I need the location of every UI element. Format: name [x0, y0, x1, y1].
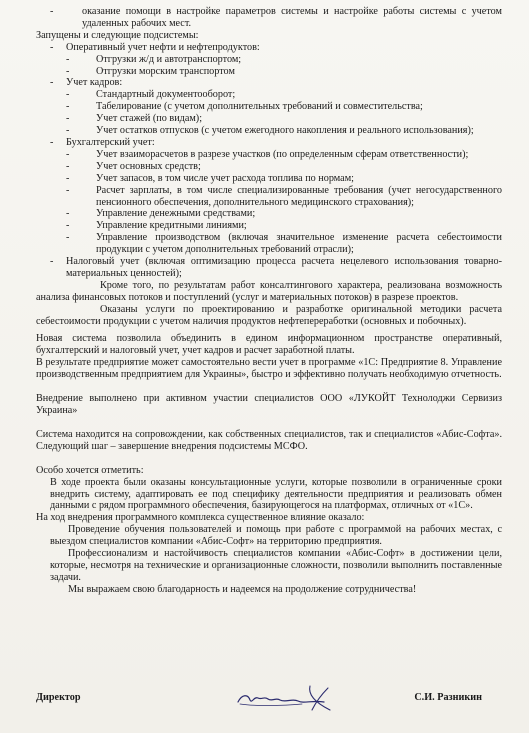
handwritten-signature [232, 680, 352, 714]
list-item: - Учет стажей (по видам); [66, 113, 502, 125]
list-item [36, 42, 502, 54]
paragraph: На ход внедрения программного комплекса существенное влияние оказало: [36, 512, 365, 524]
signatory-role: Директор [36, 692, 81, 703]
list-item [36, 256, 502, 280]
paragraph [36, 548, 502, 584]
paragraph: В ходе проекта были оказаны консультационные услуги, которые позволили в ограниченные сроки внедрить систему, адаптировать ее под специфику деятельности предприятия и реализовать обмен данными с рядом программного обеспечения, базирующегося на платформах, отличных от «1С». [50, 476, 502, 512]
list-item [36, 137, 502, 149]
list-item: - Управление кредитными линиями; [66, 220, 502, 232]
list-item: - Управление производством (включая значительное изменение расчета себестоимости продукции с учетом дополнительных требований отрасли); [66, 232, 502, 256]
list-item-text: Налоговый учет (включая оптимизацию процесса расчета нецелевого использования товарно-материальных ценностей); [66, 256, 502, 279]
list-item-text: Оперативный учет нефти и нефтепродуктов: [66, 41, 260, 53]
list-item: - Отгрузки ж/д и автотранспортом; [66, 54, 502, 66]
list-item: - Учет запасов, в том числе учет расхода топлива по нормам; [66, 173, 502, 185]
paragraph: Особо хочется отметить: [36, 464, 144, 476]
list-item [36, 77, 502, 89]
list-item: - Стандартный документооборот; [66, 89, 502, 101]
paragraph-text: Кроме того, по результатам работ консалтингового характера, реализована возможность анализа финансовых потоков и поступлений (услуг и материальных потоков) в разрезе проектов. [36, 279, 502, 303]
list-item: - Учет остатков отпусков (с учетом ежегодного накопления и реального использования); [66, 125, 502, 137]
sublist [66, 149, 502, 256]
paragraph: Система находится на сопровождении, как собственных специалистов, так и специалистов «Абис-Софта». Следующий шаг – завершение внедрения подсистемы МСФО. [36, 428, 502, 452]
list-item: - Отгрузки морским транспортом [66, 66, 502, 78]
list-item: - Учет основных средств; [66, 161, 502, 173]
paragraph-text: Мы выражаем свою благодарность и надеемся на продолжение сотрудничества! [68, 583, 417, 595]
signatory-name: С.И. Разникин [414, 692, 482, 703]
paragraph-text: Оказаны услуги по проектированию и разработке оригинальной методики расчета себестоимости продукции с учетом наличия продуктов нефтепереработки (основных и побочных). [36, 303, 502, 327]
list-item [36, 6, 502, 30]
paragraph [36, 304, 502, 328]
list-item-text: Бухгалтерский учет: [66, 136, 155, 148]
list-item: - Учет взаиморасчетов в разрезе участков (по определенным сферам ответственности); [66, 149, 502, 161]
signature-block [36, 680, 502, 716]
list-item: - Расчет зарплаты, в том числе специализированные требования (учет негосударственного пенсионного обеспечения, дополнительного медицинского страхования); [66, 185, 502, 209]
paragraph-text: Проведение обучения пользователей и помощь при работе с программой на рабочих местах, с выездом специалистов компании «Абис-Софт» на территорию предприятия. [50, 524, 502, 548]
section-heading: Запущены и следующие подсистемы: [36, 29, 199, 41]
paragraph [36, 280, 502, 304]
paragraph: Новая система позволила объединить в едином информационном пространстве оперативный, бухгалтерский и налоговый учет, учет кадров и расчет заработной платы. [36, 333, 502, 357]
list-item: - Табелирование (с учетом дополнительных требований и совместительства; [66, 101, 502, 113]
paragraph-text: Профессионализм и настойчивость специалистов компании «Абис-Софт» в достижении цели, которые, несмотря на технические и организационные сложности, позволили выполнить поставленные задачи. [50, 548, 502, 583]
sublist [66, 54, 502, 78]
list-item-text: Учет кадров: [66, 77, 123, 89]
paragraph: В результате предприятие может самостоятельно вести учет в программе «1С: Предприятие 8. Управление производственным предприятием для Украины», быстро и эффективно получать необходимую отчетность. [36, 357, 502, 381]
paragraph [36, 584, 502, 596]
paragraph [36, 524, 502, 548]
paragraph: Внедрение выполнено при активном участии специалистов ООО «ЛУКОЙТ Технолоджи Сервизиз Украина» [36, 393, 502, 416]
document-body [36, 6, 502, 596]
list-item-text: оказание помощи в настройке параметров системы и настройке работы системы с учетом удаленных рабочих мест. [82, 6, 502, 29]
list-item: - Управление денежными средствами; [66, 208, 502, 220]
sublist [66, 89, 502, 137]
